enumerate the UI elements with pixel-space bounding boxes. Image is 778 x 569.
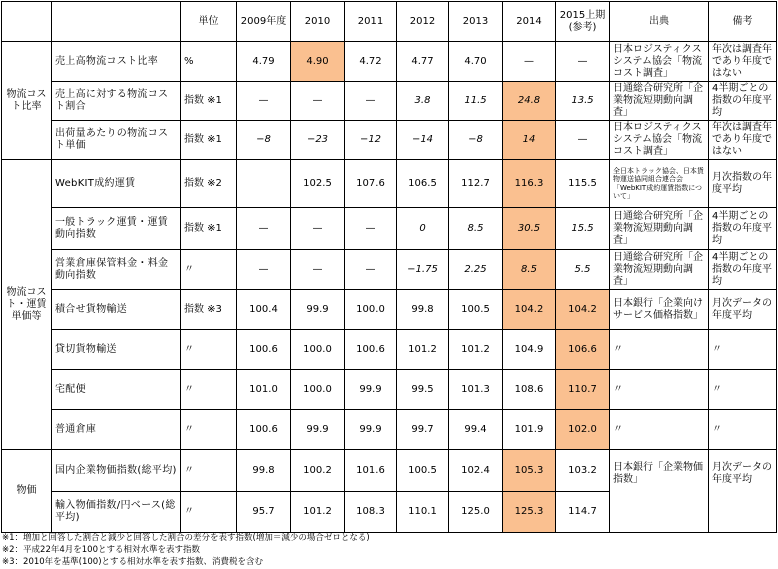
- row-unit: 〃: [181, 330, 237, 370]
- table-row: [2, 250, 777, 290]
- header-2009: 2009年度: [237, 2, 291, 42]
- value-2014: 8.5: [503, 250, 556, 290]
- row-source: 日通総合研究所「企業物流短期動向調査」: [610, 208, 709, 250]
- value-2015: 104.2: [556, 290, 610, 330]
- value-2014: —: [503, 42, 556, 82]
- row-source: 〃: [610, 330, 709, 370]
- row-item: 営業倉庫保管料金・料金動向指数: [52, 250, 181, 290]
- value-2009: −8: [237, 121, 291, 160]
- table-row: [2, 370, 777, 410]
- value-2010: 100.0: [291, 330, 345, 370]
- value-2011: −12: [345, 121, 397, 160]
- value-2014: 101.9: [503, 410, 556, 450]
- row-remarks: 〃: [709, 330, 777, 370]
- value-2014: 14: [503, 121, 556, 160]
- footnote-3: ※3：2010年を基準(100)とする相対水準を表す指数、消費税を含む: [2, 557, 264, 567]
- value-2009: —: [237, 82, 291, 121]
- header-2012: 2012: [397, 2, 449, 42]
- row-source: 日通総合研究所「企業物流短期動向調査」: [610, 82, 709, 121]
- row-remarks: 月次データの年度平均: [709, 290, 777, 330]
- value-2010: —: [291, 82, 345, 121]
- value-2010: −23: [291, 121, 345, 160]
- row-unit: 〃: [181, 492, 237, 533]
- table-row: [2, 330, 777, 370]
- category-logistics-cost-ratio: 物流コスト比率: [2, 42, 52, 160]
- value-2010: 99.9: [291, 410, 345, 450]
- table-row: [2, 160, 777, 208]
- row-unit: 指数 ※1: [181, 208, 237, 250]
- value-2012: 4.77: [397, 42, 449, 82]
- value-2009: 4.79: [237, 42, 291, 82]
- value-2014: 30.5: [503, 208, 556, 250]
- header-row: [2, 2, 777, 42]
- header-blank-item: [52, 2, 181, 42]
- value-2015: 15.5: [556, 208, 610, 250]
- table-row: [2, 121, 777, 160]
- row-unit: 〃: [181, 410, 237, 450]
- value-2015: 5.5: [556, 250, 610, 290]
- value-2013: 112.7: [449, 160, 503, 208]
- value-2013: 100.5: [449, 290, 503, 330]
- value-2009: 99.8: [237, 450, 291, 492]
- row-remarks: 〃: [709, 410, 777, 450]
- row-item: 売上高物流コスト比率: [52, 42, 181, 82]
- value-2011: 107.6: [345, 160, 397, 208]
- row-remarks: 月次データの年度平均: [709, 450, 777, 533]
- value-2012: 99.8: [397, 290, 449, 330]
- value-2010: 4.90: [291, 42, 345, 82]
- header-2015-h1: 2015上期(参考): [556, 2, 610, 42]
- value-2012: 3.8: [397, 82, 449, 121]
- value-2009: —: [237, 250, 291, 290]
- value-2015: 102.0: [556, 410, 610, 450]
- value-2013: 4.70: [449, 42, 503, 82]
- value-2014: 24.8: [503, 82, 556, 121]
- footnote-1: ※1：増加と回答した割合と減少と回答した割合の差分を表す指数(増加＝減少の場合ゼロとなる): [2, 533, 370, 543]
- row-unit: 指数 ※2: [181, 160, 237, 208]
- value-2014: 104.9: [503, 330, 556, 370]
- value-2010: 99.9: [291, 290, 345, 330]
- value-2011: —: [345, 208, 397, 250]
- header-2013: 2013: [449, 2, 503, 42]
- row-unit: 〃: [181, 250, 237, 290]
- value-2010: 100.0: [291, 370, 345, 410]
- table-row: [2, 82, 777, 121]
- row-unit: %: [181, 42, 237, 82]
- row-unit: 指数 ※1: [181, 82, 237, 121]
- value-2014: 105.3: [503, 450, 556, 492]
- table-row: [2, 450, 777, 492]
- value-2012: 100.5: [397, 450, 449, 492]
- value-2011: 101.6: [345, 450, 397, 492]
- value-2015: 114.7: [556, 492, 610, 533]
- value-2015: 110.7: [556, 370, 610, 410]
- header-unit: 単位: [181, 2, 237, 42]
- value-2013: 101.2: [449, 330, 503, 370]
- value-2014: 116.3: [503, 160, 556, 208]
- table-row: [2, 208, 777, 250]
- row-item: 出荷量あたりの物流コスト単価: [52, 121, 181, 160]
- row-remarks: 4半期ごとの指数の年度平均: [709, 250, 777, 290]
- row-remarks: 月次指数の年度平均: [709, 160, 777, 208]
- value-2015: 115.5: [556, 160, 610, 208]
- header-source: 出典: [610, 2, 709, 42]
- row-item: 輸入物価指数/円ベース(総平均): [52, 492, 181, 533]
- value-2010: 101.2: [291, 492, 345, 533]
- row-item: 貸切貨物輸送: [52, 330, 181, 370]
- table-row: [2, 42, 777, 82]
- category-prices: 物価: [2, 450, 52, 533]
- value-2014: 125.3: [503, 492, 556, 533]
- value-2009: [237, 160, 291, 208]
- value-2013: 125.0: [449, 492, 503, 533]
- row-remarks: 〃: [709, 370, 777, 410]
- row-item: 国内企業物価指数(総平均): [52, 450, 181, 492]
- footnote-2: ※2：平成22年4月を100とする相対水準を表す指数: [2, 545, 200, 555]
- header-2010: 2010: [291, 2, 345, 42]
- value-2009: 100.6: [237, 330, 291, 370]
- value-2011: 99.9: [345, 370, 397, 410]
- value-2009: 101.0: [237, 370, 291, 410]
- value-2013: 102.4: [449, 450, 503, 492]
- value-2013: −8: [449, 121, 503, 160]
- row-item: 売上高に対する物流コスト割合: [52, 82, 181, 121]
- header-2014: 2014: [503, 2, 556, 42]
- value-2012: 0: [397, 208, 449, 250]
- value-2014: 104.2: [503, 290, 556, 330]
- row-source: 日本ロジスティクスシステム協会「物流コスト調査」: [610, 121, 709, 160]
- value-2015: 106.6: [556, 330, 610, 370]
- value-2009: 100.6: [237, 410, 291, 450]
- header-blank-category: [2, 2, 52, 42]
- footnotes: [2, 532, 370, 568]
- value-2010: 100.2: [291, 450, 345, 492]
- header-remarks: 備考: [709, 2, 777, 42]
- value-2012: 106.5: [397, 160, 449, 208]
- value-2015: 13.5: [556, 82, 610, 121]
- value-2013: 11.5: [449, 82, 503, 121]
- row-source: 日本ロジスティクスシステム協会「物流コスト調査」: [610, 42, 709, 82]
- value-2015: —: [556, 42, 610, 82]
- value-2013: 8.5: [449, 208, 503, 250]
- value-2010: —: [291, 208, 345, 250]
- row-item: 普通倉庫: [52, 410, 181, 450]
- row-source: 日本銀行「企業向けサービス価格指数」: [610, 290, 709, 330]
- value-2011: 4.72: [345, 42, 397, 82]
- value-2012: −14: [397, 121, 449, 160]
- row-source: 全日本トラック協会、日本貨物運送協同組合連合会「WebKIT成約運賃指数について」: [610, 160, 709, 208]
- row-remarks: 年次は調査年であり年度ではない: [709, 42, 777, 82]
- value-2009: 95.7: [237, 492, 291, 533]
- value-2009: 100.4: [237, 290, 291, 330]
- row-source: 日本銀行「企業物価指数」: [610, 450, 709, 533]
- value-2015: —: [556, 121, 610, 160]
- value-2011: 100.6: [345, 330, 397, 370]
- row-remarks: 4半期ごとの指数の年度平均: [709, 208, 777, 250]
- category-logistics-cost-price: 物流コスト・運賃単価等: [2, 160, 52, 450]
- row-source: 日通総合研究所「企業物流短期動向調査」: [610, 250, 709, 290]
- value-2011: 100.0: [345, 290, 397, 330]
- value-2015: 103.2: [556, 450, 610, 492]
- row-remarks: 4半期ごとの指数の年度平均: [709, 82, 777, 121]
- row-source: 〃: [610, 370, 709, 410]
- value-2014: 108.6: [503, 370, 556, 410]
- value-2013: 101.3: [449, 370, 503, 410]
- row-unit: 指数 ※1: [181, 121, 237, 160]
- value-2011: —: [345, 250, 397, 290]
- row-unit: 〃: [181, 450, 237, 492]
- row-source: 〃: [610, 410, 709, 450]
- value-2013: 99.4: [449, 410, 503, 450]
- value-2012: 101.2: [397, 330, 449, 370]
- row-unit: 〃: [181, 370, 237, 410]
- row-item: WebKIT成約運賃: [52, 160, 181, 208]
- value-2013: 2.25: [449, 250, 503, 290]
- value-2011: 108.3: [345, 492, 397, 533]
- value-2009: —: [237, 208, 291, 250]
- value-2010: 102.5: [291, 160, 345, 208]
- table-row: [2, 290, 777, 330]
- value-2012: 99.7: [397, 410, 449, 450]
- row-unit: 指数 ※3: [181, 290, 237, 330]
- row-remarks: 年次は調査年であり年度ではない: [709, 121, 777, 160]
- row-item: 一般トラック運賃・運賃動向指数: [52, 208, 181, 250]
- header-2011: 2011: [345, 2, 397, 42]
- value-2011: 99.9: [345, 410, 397, 450]
- value-2012: 99.5: [397, 370, 449, 410]
- table-row: [2, 410, 777, 450]
- logistics-cost-table: [1, 1, 777, 533]
- value-2012: −1.75: [397, 250, 449, 290]
- row-item: 宅配便: [52, 370, 181, 410]
- value-2010: —: [291, 250, 345, 290]
- value-2012: 110.1: [397, 492, 449, 533]
- row-item: 積合せ貨物輸送: [52, 290, 181, 330]
- value-2011: —: [345, 82, 397, 121]
